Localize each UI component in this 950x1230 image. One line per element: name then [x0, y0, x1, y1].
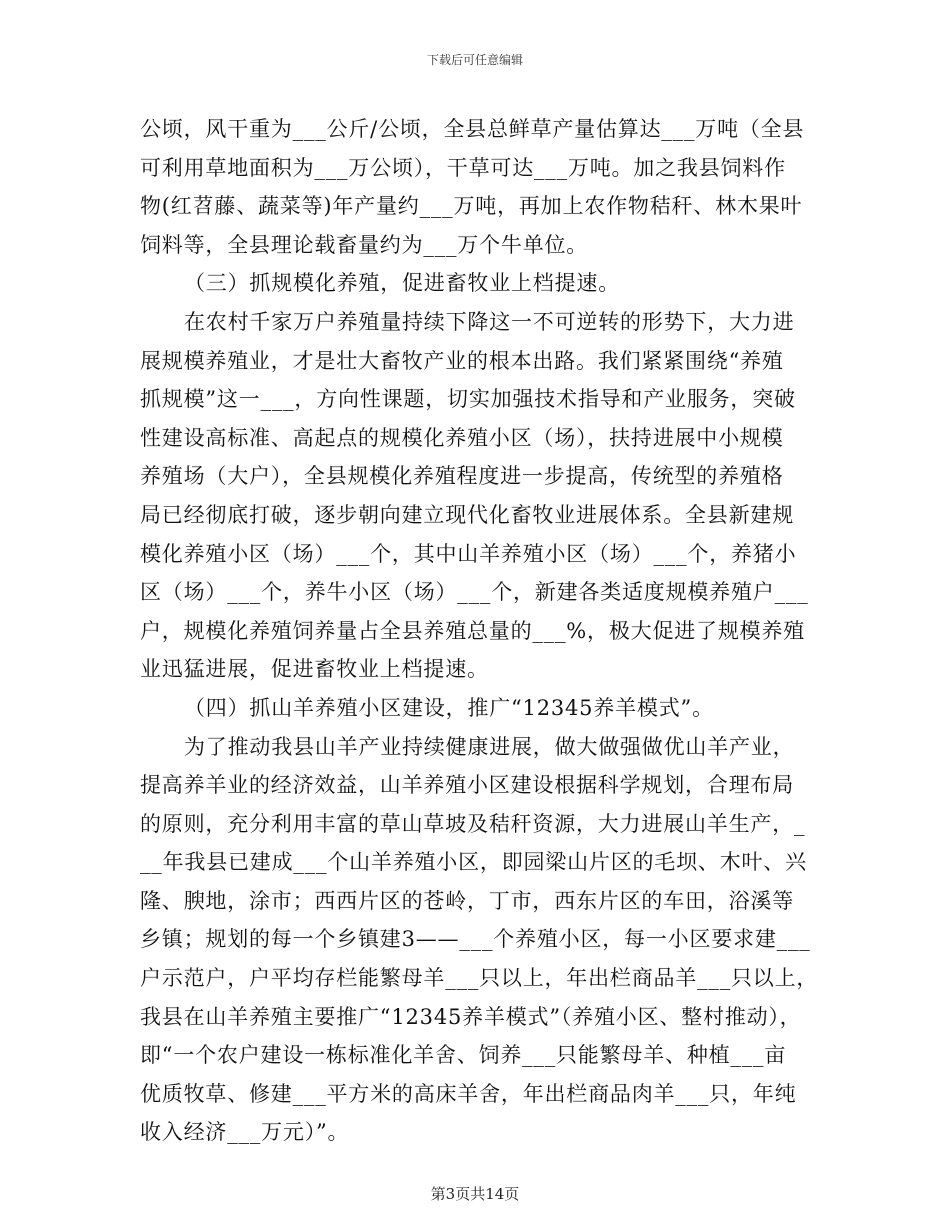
body-line: 可利用草地面积为___万公顷），干草可达___万吨。加之我县饲料作 [140, 155, 786, 180]
body-line: 在农村千家万户养殖量持续下降这一不可逆转的形势下，大力进 [184, 309, 795, 334]
body-line: 户示范户，户平均存栏能繁母羊___只以上，年出栏商品羊___只以上， [140, 966, 819, 991]
body-line: 养殖场（大户），全县规模化养殖程度进一步提高，传统型的养殖格 [140, 464, 784, 489]
body-line: 收入经济___万元）”。 [140, 1120, 350, 1145]
page-header: 下载后可任意编辑 [426, 53, 523, 67]
body-line: __年我县已建成___个山羊养殖小区，即园梁山片区的毛坝、木叶、兴 [140, 850, 807, 875]
body-line: 我县在山羊养殖主要推广“12345养羊模式”（养殖小区、整村推动）， [140, 1004, 802, 1029]
body-line: 饲料等，全县理论载畜量约为___万个牛单位。 [140, 232, 589, 257]
body-line: 户，规模化养殖饲养量占全县养殖总量的___%，极大促进了规模养殖 [140, 618, 806, 643]
body-line: 业迅猛进展，促进畜牧业上档提速。 [140, 657, 489, 682]
body-line: 模化养殖小区（场）___个，其中山羊养殖小区（场）___个，养猪小 [140, 541, 797, 566]
body-line: 即“一个农户建设一栋标准化羊舍、饲养___只能繁母羊、种植___亩 [140, 1043, 787, 1068]
body-line: 乡镇；规划的每一个乡镇建3——___个养殖小区，每一小区要求建___ [140, 927, 811, 952]
body-line: 的原则，充分利用丰富的草山草坡及秸秆资源，大力进展山羊生产，_ [140, 811, 806, 836]
body-line: 局已经彻底打破，逐步朝向建立现代化畜牧业进展体系。全县新建规 [140, 502, 794, 527]
body-line: 公顷，风干重为___公斤/公顷，全县总鲜草产量估算达___万吨（全县 [140, 117, 805, 141]
page-number-footer: 第3页共14页 [430, 1185, 520, 1203]
document-body [140, 110, 830, 1152]
body-line: 性建设高标准、高起点的规模化养殖小区（场），扶持进展中小规模 [140, 425, 784, 450]
section-heading-4: （四）抓山羊养殖小区建设，推广“12345养羊模式”。 [184, 695, 714, 720]
body-line: 提高养羊业的经济效益，山羊养殖小区建设根据科学规划，合理布局 [140, 773, 794, 798]
body-line: 抓规模”这一___，方向性课题，切实加强技术指导和产业服务，突破 [140, 387, 796, 412]
body-line: 展规模养殖业，才是壮大畜牧产业的根本出路。我们紧紧围绕“养殖 [140, 348, 784, 373]
body-line: 物(红苕藤、蔬菜等)年产量约___万吨，再加上农作物秸秆、林木果叶 [140, 194, 803, 219]
body-line: 为了推动我县山羊产业持续健康进展，做大做强做优山羊产业， [184, 734, 795, 759]
body-line: 优质牧草、修建___平方米的高床羊舍，年出栏商品肉羊___只，年纯 [140, 1081, 797, 1106]
section-heading-3: （三）抓规模化养殖，促进畜牧业上档提速。 [184, 271, 620, 296]
body-line: 区（场）___个，养牛小区（场）___个，新建各类适度规模养殖户___ [140, 580, 809, 605]
body-line: 隆、腴地，涂市；西西片区的苍岭，丁市，西东片区的车田，浴溪等 [140, 888, 794, 913]
